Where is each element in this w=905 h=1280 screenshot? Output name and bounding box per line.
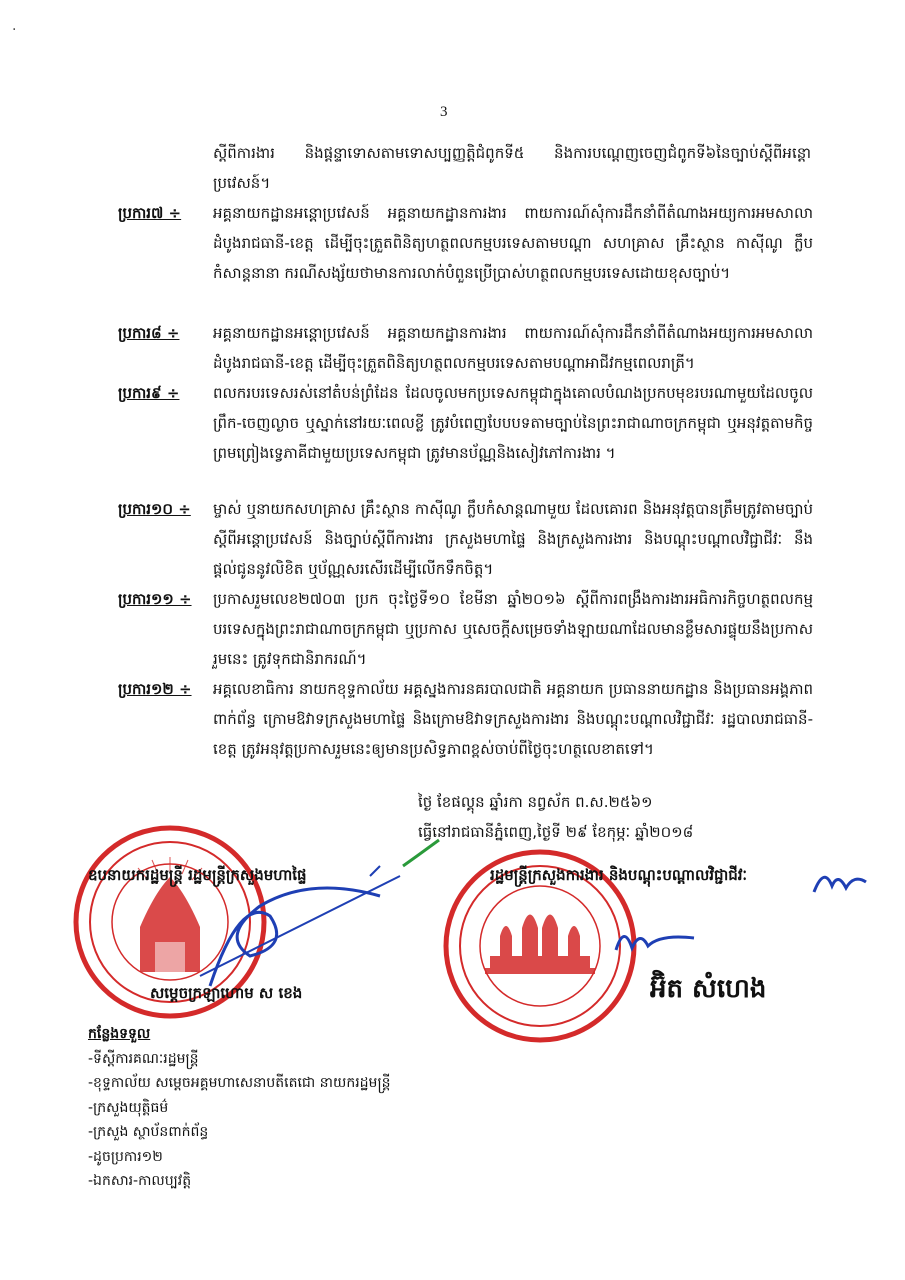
article-text: ម្ចាស់ ឬនាយកសហគ្រាស គ្រឹះស្ថាន កាស៊ីណូ ក្លឹបកំសាន្តណាមួយ ដែលគោរព និងអនុវត្តបានត្រឹមត្រូវតាមច្បាប់ស្ដីពីអន្តោប្រវេសន៍ និងច្បាប់ស្ដីពីការងារ ក្រសួងមហាផ្ទៃ និងក្រសួងការងារ និងបណ្តុះបណ្តាលវិជ្ជាជីវៈ នឹងផ្តល់ជូននូវលិខិត ឬប័ណ្ណសរសើរដើម្បីលើកទឹកចិត្ត។	[213, 500, 813, 578]
left-signatory-name: សម្តេចក្រឡាហោម ស ខេង	[150, 984, 303, 1002]
lunar-date: ថ្ងៃ ខែផល្គុន ឆ្នាំរកា នព្វស័ក ព.ស.២៥៦១	[418, 793, 653, 811]
tick-stroke	[403, 840, 439, 866]
article-12	[118, 674, 813, 764]
right-signature	[610, 920, 700, 960]
article-text: ពលករបរទេសរស់នៅតំបន់ព្រំដែន ដែលចូលមកប្រទេសកម្ពុជាក្នុងគោលបំណងប្រកបមុខរបរណាមួយដែលចូលព្រឹក-ចេញល្ងាច ឬស្នាក់នៅរយៈពេលខ្លី ត្រូវបំពេញបែបបទតាមច្បាប់នៃព្រះរាជាណាចក្រកម្ពុជា ឬអនុវត្តតាមកិច្ចព្រមព្រៀងទ្វេភាគីជាមួយប្រទេសកម្ពុជា ត្រូវមានប័ណ្ណនិងសៀវភៅការងារ ។	[213, 384, 813, 462]
article-text: អគ្គនាយកដ្ឋានអន្តោប្រវេសន៍ អគ្គនាយកដ្ឋានការងារ ពាយការណ៍សុំការដឹកនាំពីតំណាងអយ្យការអមសាលាដំបូងរាជធានី-ខេត្ត ដើម្បីចុះត្រួតពិនិត្យហត្ថពលកម្មបរទេសតាមបណ្តាអាជីវកម្មពេលរាត្រី។	[213, 324, 813, 372]
signature-stroke	[814, 877, 866, 892]
article-11	[118, 584, 813, 674]
recipient-item: -ក្រសួងយុត្តិធម៌	[88, 1099, 169, 1116]
article-label: ប្រការ១០ ÷	[118, 500, 191, 518]
article-label: ប្រការ១១ ÷	[118, 590, 192, 608]
signature-tail	[370, 866, 380, 876]
article-text: ប្រកាសរួមលេខ២៧០៣ ប្រក ចុះថ្ងៃទី១០ ខែមីនា ឆ្នាំ២០១៦ ស្ដីពីការពង្រឹងការងារអធិការកិច្ចហត្ថពលកម្មបរទេសក្នុងព្រះរាជាណាចក្រកម្ពុជា ឬប្រកាស ឬសេចក្តីសម្រេចទាំងឡាយណាដែលមានខ្លឹមសារផ្ទុយនឹងប្រកាសរួមនេះ ត្រូវទុកជានិរាករណ៍។	[213, 590, 813, 668]
article-9	[118, 378, 813, 468]
right-signatory-title: រដ្ឋមន្ត្រីក្រសួងការងារ និងបណ្តុះបណ្តាលវិជ្ជាជីវៈ	[490, 866, 748, 884]
article-text: អគ្គនាយកដ្ឋានអន្តោប្រវេសន៍ អគ្គនាយកដ្ឋានការងារ ពាយការណ៍សុំការដឹកនាំពីតំណាងអយ្យការអមសាលាដំបូងរាជធានី-ខេត្ត ដើម្បីចុះត្រួតពិនិត្យហត្ថពលកម្មបរទេសតាមបណ្តា សហគ្រាស គ្រឹះស្ថាន កាស៊ីណូ ក្លឹបកំសាន្តនានា ករណីសង្ស័យថាមានការលាក់បំពួនប្រើប្រាស់ហត្ថពលកម្មបរទេសដោយខុសច្បាប់។	[213, 204, 813, 282]
right-initial-signature	[810, 862, 870, 902]
solar-date: ធ្វើនៅរាជធានីភ្នំពេញ,ថ្ងៃទី ២៩ ខែកុម្ភៈ ឆ្នាំ២០១៨	[418, 823, 694, 841]
signature-stroke	[210, 888, 380, 986]
angkor-wat-emblem	[485, 915, 595, 975]
article-8	[118, 318, 813, 378]
article-label: ប្រការ៧ ÷	[118, 204, 182, 222]
article-10	[118, 494, 813, 584]
article-label: ប្រការ៨ ÷	[118, 324, 180, 342]
recipients-list	[88, 1022, 488, 1194]
left-signatory-title: ឧបនាយករដ្ឋមន្ត្រី រដ្ឋមន្ត្រីក្រសួងមហាផ្ទៃ	[88, 866, 307, 884]
date-block	[418, 787, 818, 847]
seal-center-ring	[480, 886, 600, 1006]
recipient-item: -ទីស្ដីការគណៈរដ្ឋមន្ត្រី	[88, 1050, 199, 1067]
right-signatory-name: អ៊ិត សំហេង	[650, 974, 767, 1004]
recipient-item: -ក្រសួង ស្ថាប័នពាក់ព័ន្ធ	[88, 1124, 209, 1140]
recipient-item: -ខុទ្ទកាល័យ សម្តេចអគ្គមហាសេនាបតីតេជោ នាយករដ្ឋមន្ត្រី	[88, 1075, 391, 1091]
recipient-item: -ឯកសារ-កាលប្បវត្តិ	[88, 1173, 192, 1189]
corner-mark: ·	[12, 22, 17, 38]
recipients-heading: កន្លែងទទួល	[88, 1026, 151, 1042]
signature-stroke	[616, 936, 694, 950]
article-label: ប្រការ១២ ÷	[118, 680, 192, 698]
page-number: 3	[440, 104, 448, 120]
article-text: អគ្គលេខាធិការ នាយកខុទ្ទកាល័យ អគ្គស្នងការនគរបាលជាតិ អគ្គនាយក ប្រធាននាយកដ្ឋាន និងប្រធានអង្គភាពពាក់ព័ន្ធ ក្រោមឱវាទក្រសួងមហាផ្ទៃ និងក្រោមឱវាទក្រសួងការងារ និងបណ្តុះបណ្តាលវិជ្ជាជីវៈ រដ្ឋបាលរាជធានី-ខេត្ត ត្រូវអនុវត្តប្រកាសរួមនេះឲ្យមានប្រសិទ្ធភាពខ្ពស់ចាប់ពីថ្ងៃចុះហត្ថលេខាតទៅ។	[213, 680, 813, 758]
recipient-item: -ដូចប្រការ១២	[88, 1148, 163, 1165]
intro-paragraph: ស្ដីពីការងារ និងផ្តន្ទាទោសតាមទោសប្បញ្ញត្តិជំពូកទី៥ និងការបណ្តេញចេញជំពូកទី៦នៃច្បាប់ស្ដីពីអន្តោប្រវេសន៍។	[213, 144, 811, 192]
green-tick-mark	[395, 836, 445, 876]
article-7	[118, 198, 813, 288]
article-label: ប្រការ៩ ÷	[118, 384, 180, 402]
seal-inner-ring	[460, 866, 620, 1026]
